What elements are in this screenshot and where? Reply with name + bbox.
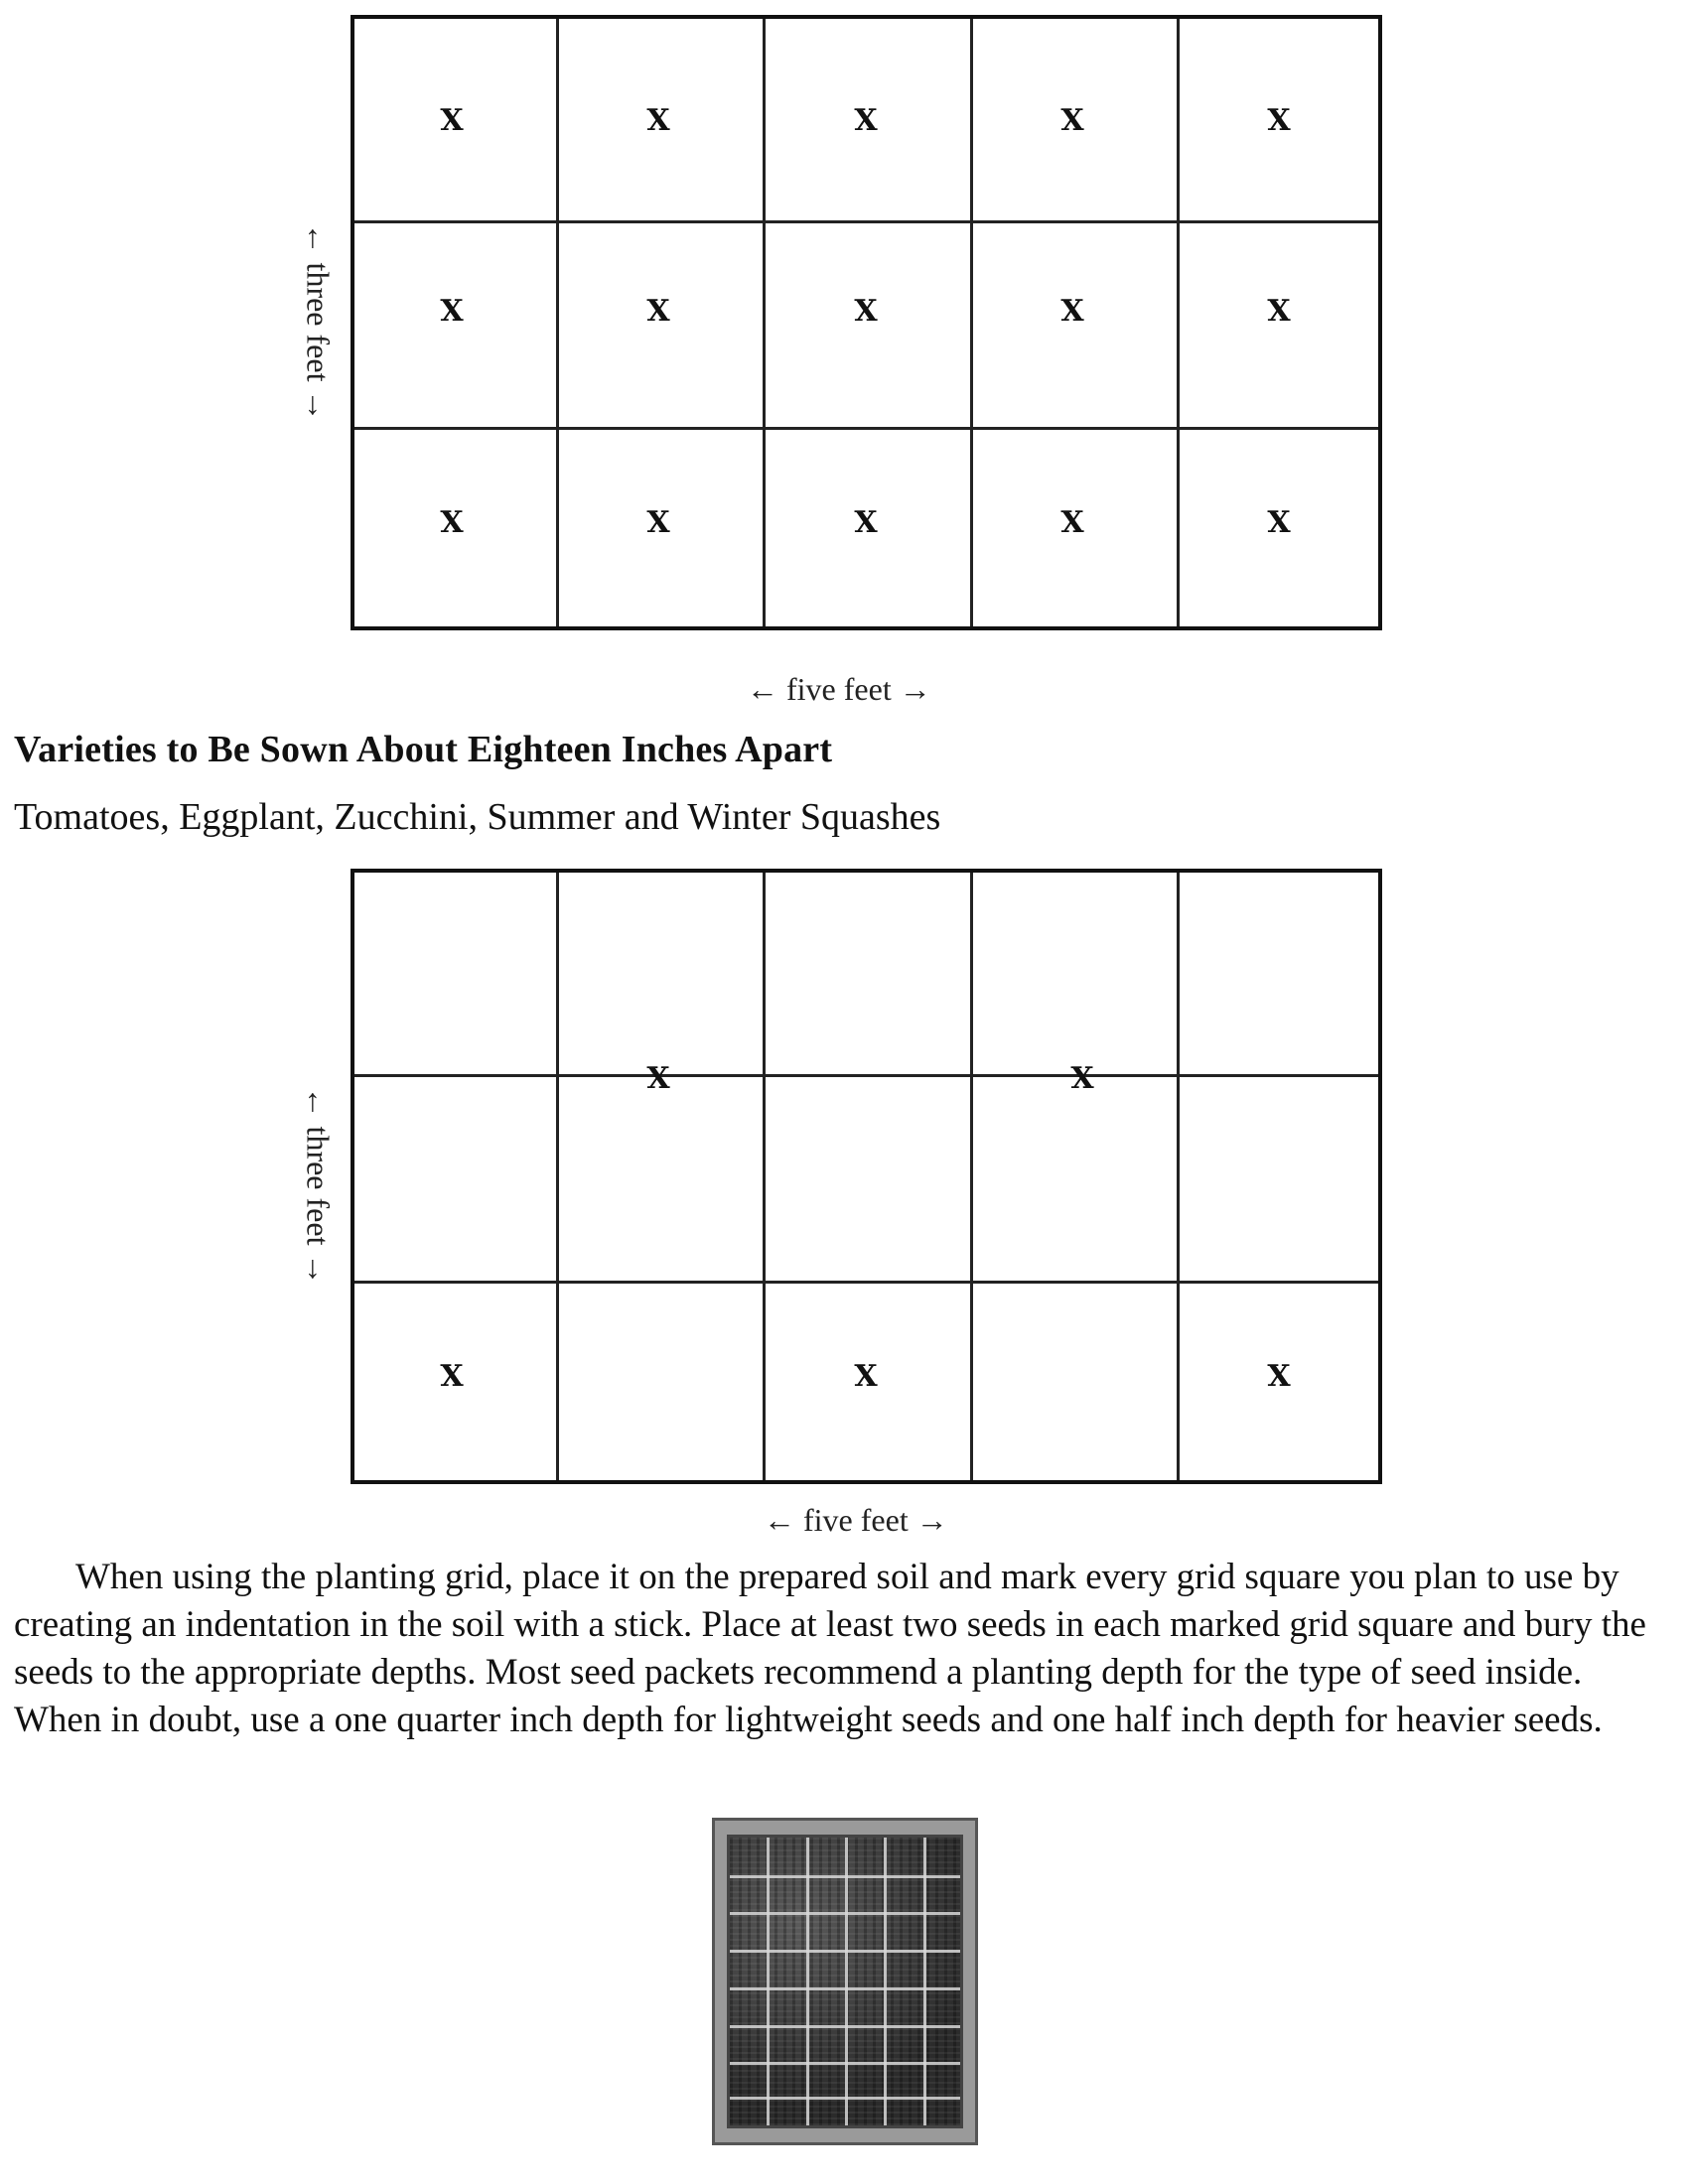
grid-string [884, 1838, 887, 2125]
grid-string [730, 2097, 960, 2100]
grid-line [354, 427, 1378, 430]
grid-line [970, 873, 973, 1480]
grid-line [354, 1074, 1378, 1077]
seed-mark: X [440, 505, 464, 540]
grid-string [767, 1838, 770, 2125]
grid-line [354, 1281, 1378, 1284]
grid-string [730, 2025, 960, 2028]
height-dimension-label: ← three feet → [300, 222, 337, 422]
seed-mark: X [1070, 1061, 1094, 1096]
grid-string [730, 1987, 960, 1990]
seed-mark: X [1267, 505, 1291, 540]
planting-grid-photo [712, 1818, 978, 2145]
seed-mark: X [440, 103, 464, 138]
seed-mark: X [1267, 294, 1291, 329]
grid-string [730, 1950, 960, 1953]
height-dimension-label: ← three feet → [300, 1086, 337, 1286]
seed-mark: X [646, 103, 670, 138]
seed-mark: X [1060, 294, 1084, 329]
seed-mark: X [854, 103, 878, 138]
grid-string [730, 1875, 960, 1878]
seed-mark: X [1060, 103, 1084, 138]
seed-mark: X [440, 294, 464, 329]
seed-mark: X [646, 294, 670, 329]
grid-line [763, 873, 766, 1480]
grid-line [556, 873, 559, 1480]
grid-string [730, 1912, 960, 1915]
seed-mark: X [440, 1359, 464, 1394]
seed-mark: X [646, 505, 670, 540]
grid-string [730, 2062, 960, 2065]
seed-mark: X [854, 1359, 878, 1394]
grid-line [1177, 873, 1180, 1480]
seed-mark: X [646, 1061, 670, 1096]
grid-string [806, 1838, 809, 2125]
width-dimension-label: ← five feet → [764, 1502, 948, 1538]
grid-string [845, 1838, 848, 2125]
soil-bed [727, 1835, 963, 2128]
grid-line [763, 19, 766, 626]
section-heading: Varieties to Be Sown About Eighteen Inches Apart [14, 729, 833, 770]
grid-string [923, 1838, 926, 2125]
grid-line [354, 220, 1378, 223]
instructions-paragraph: When using the planting grid, place it on the prepared soil and mark every grid square you plan to use by creating an indentation in the soil with a stick. Place at least two seeds in each marked grid square and bury the seeds to the appropriate depths. Most seed packets recommend a planting depth for the type of seed inside. When in doubt, use a one quarter inch depth for lightweight seeds and one half inch depth for heavier seeds. [14, 1557, 1646, 1740]
varieties-list: Tomatoes, Eggplant, Zucchini, Summer and Winter Squashes [14, 796, 941, 838]
planting-grid-bottom [351, 869, 1382, 1484]
grid-line [970, 19, 973, 626]
width-dimension-label: ← five feet → [747, 671, 931, 707]
seed-mark: X [1267, 1359, 1291, 1394]
grid-line [1177, 19, 1180, 626]
seed-mark: X [854, 505, 878, 540]
seed-mark: X [1267, 103, 1291, 138]
grid-line [556, 19, 559, 626]
planting-grid-top [351, 15, 1382, 630]
seed-mark: X [854, 294, 878, 329]
seed-mark: X [1060, 505, 1084, 540]
